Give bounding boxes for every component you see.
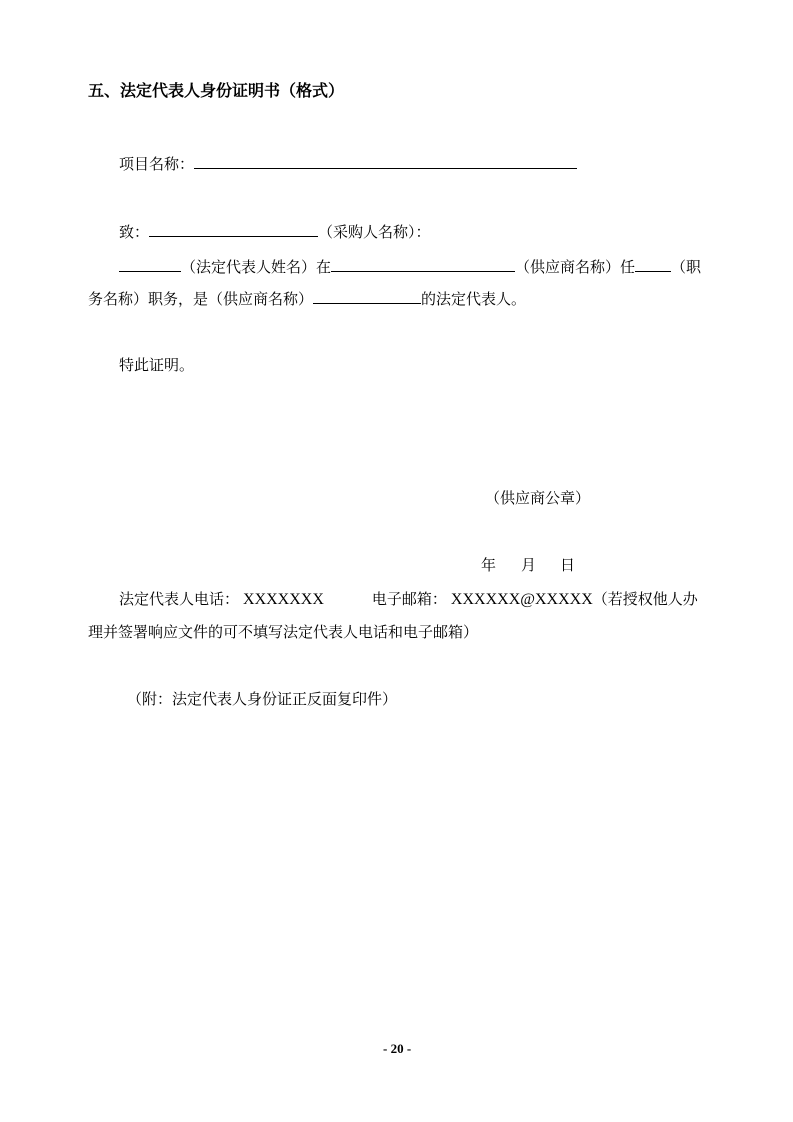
supplier-seal-label: （供应商公章） (485, 489, 591, 507)
page-number: - 20 - (383, 1041, 412, 1056)
project-name-label: 项目名称： (119, 155, 195, 173)
legal-rep-suffix: 的法定代表人。 (421, 290, 527, 308)
position-blank[interactable] (635, 257, 671, 272)
project-name-blank[interactable] (194, 154, 577, 169)
position-hint-start: （职 (671, 258, 702, 276)
legal-rep-name-blank[interactable] (119, 257, 181, 272)
to-label: 致： (119, 223, 150, 241)
supplier-name-blank-2[interactable] (313, 289, 421, 304)
purchaser-name-blank[interactable] (149, 222, 318, 237)
contact-line-1 (119, 589, 698, 610)
date-day: 日 (560, 556, 576, 574)
supplier-name-hint: （供应商名称）任 (515, 258, 636, 276)
attachment-note: （附：法定代表人身份证正反面复印件） (127, 690, 398, 708)
email-note-end: 理并签署响应文件的可不填写法定代表人电话和电子邮箱） (88, 623, 479, 641)
project-name-line (119, 154, 577, 174)
certify-text: 特此证明。 (119, 356, 195, 374)
phone-label: 法定代表人电话： (119, 590, 240, 608)
date-month: 月 (521, 556, 537, 574)
position-hint-end: 务名称）职务，是（供应商名称） (88, 290, 314, 308)
supplier-name-blank[interactable] (331, 257, 515, 272)
purchaser-name-hint: （采购人名称）： (318, 223, 431, 241)
addressee-line (119, 222, 431, 242)
legal-rep-name-hint: （法定代表人姓名）在 (181, 258, 332, 276)
legal-rep-line-1 (119, 257, 701, 277)
document-title: 五、法定代表人身份证明书（格式） (88, 81, 345, 100)
email-note-start: （若授权他人办 (592, 590, 698, 608)
date-year: 年 (481, 556, 497, 574)
phone-value: XXXXXXX (243, 591, 324, 608)
email-label: 电子邮箱： (371, 590, 447, 608)
legal-rep-line-2 (88, 289, 526, 309)
email-value: XXXXXX@XXXXX (450, 591, 593, 608)
